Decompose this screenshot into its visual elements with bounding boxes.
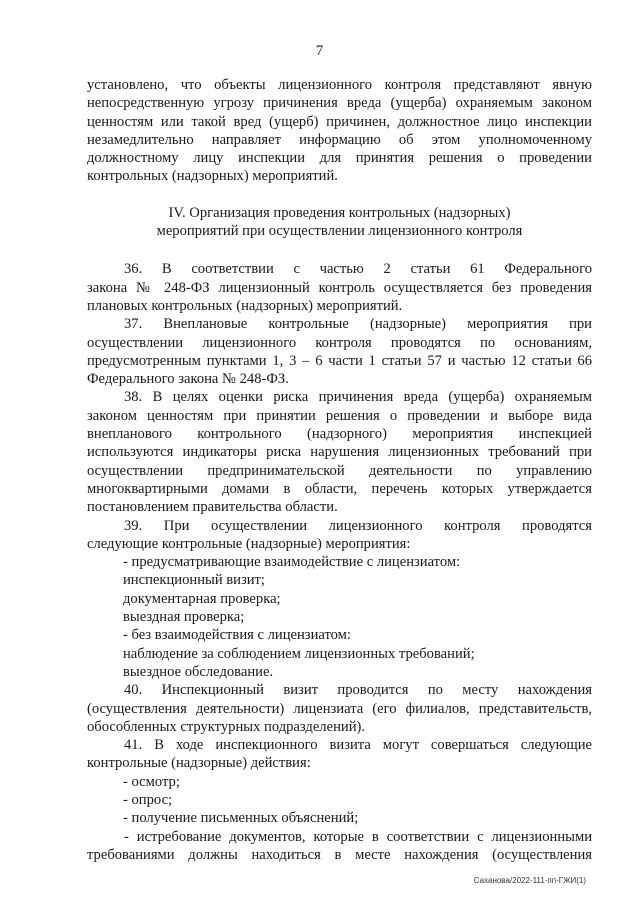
text-line: незамедлительно направляет информацию об этом уполномоченному <box>87 131 592 148</box>
text-line: Федерального закона № 248-ФЗ. <box>87 371 289 388</box>
text-line: ценностям или такой вред (ущерб) причинен, должностное лицо инспекции <box>87 113 592 130</box>
text-line: обособленных структурных подразделений). <box>87 718 366 735</box>
list-item: - осмотр; <box>123 773 180 790</box>
text-line: следующие контрольные (надзорные) мероприятия: <box>87 535 411 552</box>
text-line: (осуществления деятельности) лицензиата (его филиалов, представительств, <box>87 700 592 717</box>
list-item: - получение письменных объяснений; <box>123 810 359 827</box>
document-body <box>87 76 592 864</box>
paragraph-39-start: 39. При осуществлении лицензионного контроля проводятся <box>124 517 592 534</box>
text-line: контрольных (надзорных) мероприятий. <box>87 168 338 185</box>
text-line: используются индикаторы риска нарушения лицензионных требований при <box>87 444 592 461</box>
list-item: выездная проверка; <box>123 609 245 626</box>
text-line: многоквартирными домами в области, перечень которых утверждается <box>87 480 592 497</box>
paragraph-37-start: 37. Внеплановые контрольные (надзорные) мероприятия при <box>124 316 592 333</box>
text-line: контрольные (надзорные) действия: <box>87 755 311 772</box>
text-line: должностному лицу инспекции для принятия решения о проведении <box>87 150 592 167</box>
section-heading-line-1: IV. Организация проведения контрольных (надзорных) <box>168 204 511 221</box>
page-number: 7 <box>315 43 324 59</box>
list-item: инспекционный визит; <box>123 572 265 589</box>
section-heading-line-2: мероприятий при осуществлении лицензионного контроля <box>156 223 523 240</box>
text-line: постановлением правительства области. <box>87 499 338 516</box>
document-footer-code: Саханова/2022-111-пп-ГЖИ(1) <box>473 876 586 885</box>
list-item: наблюдение за соблюдением лицензионных требований; <box>123 645 475 662</box>
paragraph-40-start: 40. Инспекционный визит проводится по месту нахождения <box>124 682 592 699</box>
text-line: плановых контрольных (надзорных) мероприятий. <box>87 297 403 314</box>
paragraph-38-start: 38. В целях оценки риска причинения вреда (ущерба) охраняемым <box>124 389 592 406</box>
text-line: осуществлении лицензионного контроля проводятся по основаниям, <box>87 334 592 351</box>
text-line: закона № 248-ФЗ лицензионный контроль осуществляется без проведения <box>87 279 592 296</box>
paragraph-41-start: 41. В ходе инспекционного визита могут совершаться следующие <box>124 737 592 754</box>
list-item: - предусматривающие взаимодействие с лицензиатом: <box>123 554 461 571</box>
paragraph-36-start: 36. В соответствии с частью 2 статьи 61 Федерального <box>124 261 592 278</box>
text-line: требованиями должны находиться в месте нахождения (осуществления <box>87 846 592 863</box>
text-line: внепланового контрольного (надзорного) мероприятия инспекцией <box>87 426 592 443</box>
text-line: предусмотренным пунктами 1, 3 – 6 части 1 статьи 57 и частью 12 статьи 66 <box>87 352 592 369</box>
text-line: законом ценностям при принятии решения о проведении и выборе вида <box>87 407 592 424</box>
list-item: - без взаимодействия с лицензиатом: <box>123 627 351 644</box>
list-item: - опрос; <box>123 791 173 808</box>
list-item: выездное обследование. <box>123 663 274 680</box>
text-line: установлено, что объекты лицензионного контроля представляют явную <box>87 77 592 93</box>
text-line: непосредственную угрозу причинения вреда (ущерба) охраняемым законом <box>87 95 592 112</box>
list-item: - истребование документов, которые в соответствии с лицензионными <box>124 828 592 845</box>
list-item: документарная проверка; <box>123 590 281 607</box>
text-line: осуществлении предпринимательской деятельности по управлению <box>87 462 592 479</box>
